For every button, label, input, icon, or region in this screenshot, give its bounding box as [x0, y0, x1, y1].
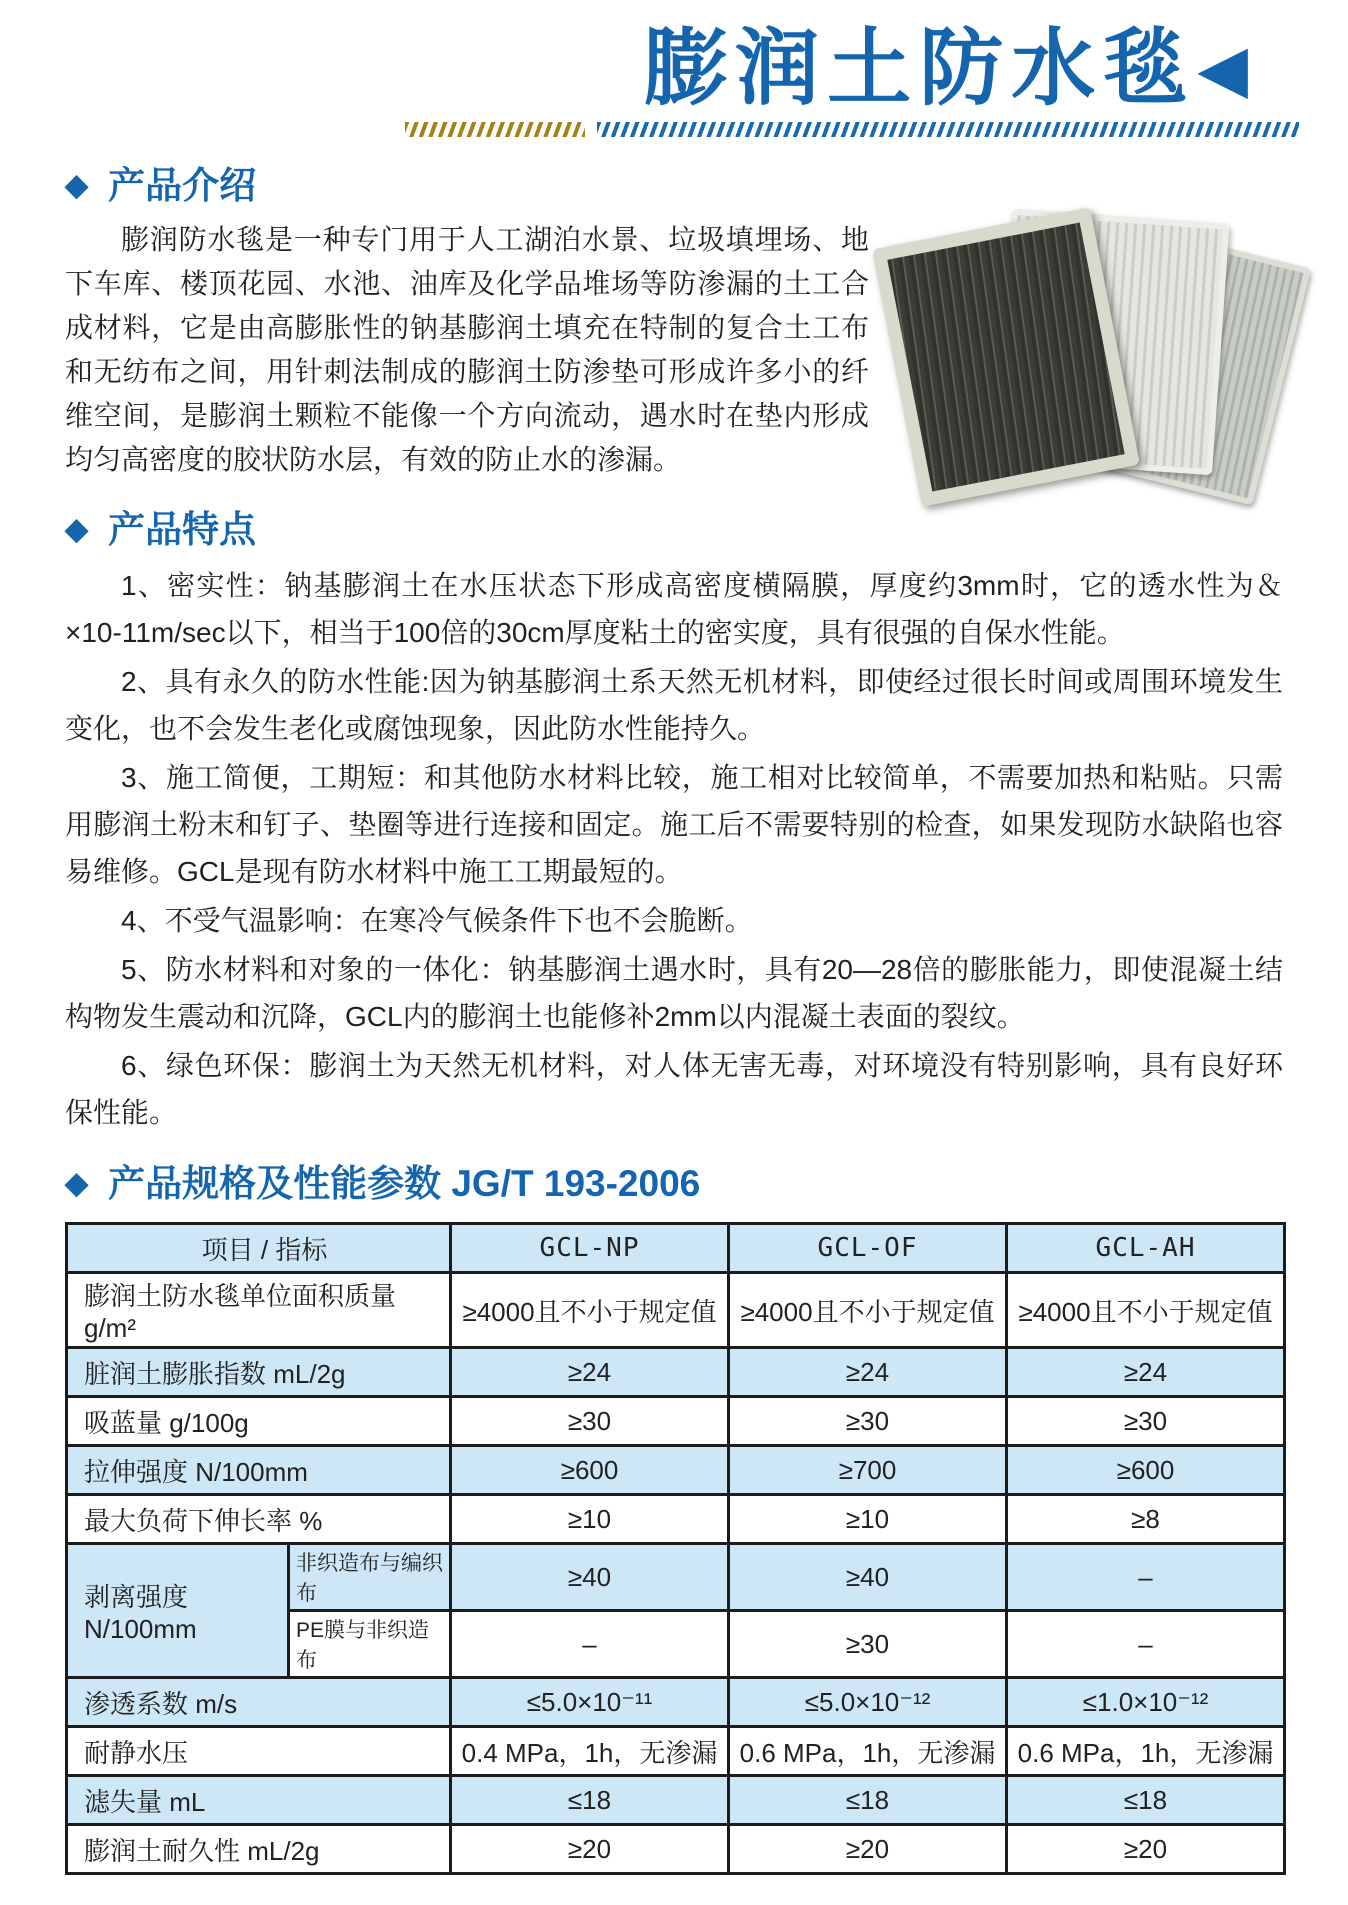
cell-value: ≥24	[1007, 1348, 1285, 1397]
cell-value: –	[1007, 1611, 1285, 1678]
cell-value: ≥4000且不小于规定值	[1007, 1273, 1285, 1348]
cell-value: ≥24	[729, 1348, 1007, 1397]
cell-value: ≥40	[729, 1544, 1007, 1611]
section-intro	[65, 164, 1283, 482]
gold-stripes-decor	[405, 122, 585, 137]
cell-value: ≥20	[729, 1825, 1007, 1874]
column-header: GCL-OF	[729, 1224, 1007, 1273]
blue-stripes-decor	[597, 122, 1299, 137]
page-title-text: 膨润土防水毯	[643, 18, 1196, 117]
document-header	[65, 20, 1283, 138]
diamond-icon: ◆	[65, 513, 89, 546]
table-row	[67, 1825, 1285, 1874]
cell-value: ≥4000且不小于规定值	[451, 1273, 729, 1348]
specs-heading	[65, 1162, 1283, 1206]
table-row	[67, 1727, 1285, 1776]
row-label: 脏润土膨胀指数 mL/2g	[67, 1348, 451, 1397]
features-heading-text: 产品特点	[108, 509, 257, 550]
row-label: 渗透系数 m/s	[67, 1678, 451, 1727]
feature-item-5: 5、防水材料和对象的一体化：钠基膨润土遇水时，具有20—28倍的膨胀能力，即使混凝土结构物发生震动和沉降，GCL内的膨润土也能修补2mm以内混凝土表面的裂纹。	[65, 954, 1283, 1032]
intro-body	[65, 218, 1283, 482]
column-header: GCL-AH	[1007, 1224, 1285, 1273]
cell-value: ≥30	[729, 1611, 1007, 1678]
cell-value: ≥700	[729, 1446, 1007, 1495]
section-features	[65, 508, 1283, 1136]
cell-value: ≥30	[451, 1397, 729, 1446]
page-title	[65, 20, 1248, 116]
row-label: 最大负荷下伸长率 %	[67, 1495, 451, 1544]
diamond-icon: ◆	[65, 1167, 89, 1200]
cell-value: ≥4000且不小于规定值	[729, 1273, 1007, 1348]
cell-value: 0.6 MPa，1h，无渗漏	[1007, 1727, 1285, 1776]
feature-item-6: 6、绿色环保：膨润土为天然无机材料，对人体无害无毒，对环境没有特别影响，具有良好环保性能。	[65, 1050, 1283, 1128]
cell-value: 0.6 MPa，1h，无渗漏	[729, 1727, 1007, 1776]
cell-value: –	[451, 1611, 729, 1678]
cell-value: ≤18	[451, 1776, 729, 1825]
table-header-row	[67, 1224, 1285, 1273]
column-header: 项目 / 指标	[67, 1224, 451, 1273]
feature-item-2: 2、具有永久的防水性能:因为钠基膨润土系天然无机材料，即使经过很长时间或周围环境发生变化，也不会发生老化或腐蚀现象，因此防水性能持久。	[65, 666, 1283, 744]
table-row	[67, 1273, 1285, 1348]
product-photo	[883, 212, 1283, 480]
row-label: 拉伸强度 N/100mm	[67, 1446, 451, 1495]
row-label: 滤失量 mL	[67, 1776, 451, 1825]
feature-item-1: 1、密实性：钠基膨润土在水压状态下形成高密度横隔膜，厚度约3mm时，它的透水性为＆×10-11m/sec以下，相当于100倍的30cm厚度粘土的密实度，具有很强的自保水性能。	[65, 570, 1283, 648]
table-row	[67, 1446, 1285, 1495]
spec-table	[65, 1222, 1286, 1875]
cell-value: ≥600	[451, 1446, 729, 1495]
cell-value: ≤5.0×10⁻¹¹	[451, 1678, 729, 1727]
cell-value: ≥40	[451, 1544, 729, 1611]
section-specs	[65, 1162, 1283, 1875]
cell-value: ≤1.0×10⁻¹²	[1007, 1678, 1285, 1727]
intro-paragraph: 膨润防水毯是一种专门用于人工湖泊水景、垃圾填埋场、地下车库、楼顶花园、水池、油库及化学品堆场等防渗漏的土工合成材料，它是由高膨胀性的钠基膨润土填充在特制的复合土工布和无纺布之间，用针刺法制成的膨润土防渗垫可形成许多小的纤维空间，是膨润土颗粒不能像一个方向流动，遇水时在垫内形成均匀高密度的胶状防水层，有效的防止水的渗漏。	[65, 224, 869, 475]
feature-item-3: 3、施工简便，工期短：和其他防水材料比较，施工相对比较简单，不需要加热和粘贴。只需用膨润土粉末和钉子、垫圈等进行连接和固定。施工后不需要特别的检查，如果发现防水缺陷也容易维修。GCL是现有防水材料中施工工期最短的。	[65, 762, 1283, 887]
column-header: GCL-NP	[451, 1224, 729, 1273]
cell-value: ≥30	[729, 1397, 1007, 1446]
specs-heading-text: 产品规格及性能参数 JG/T 193-2006	[108, 1163, 701, 1204]
left-arrow-icon: ◀	[1197, 29, 1248, 107]
cell-value: ≤18	[1007, 1776, 1285, 1825]
cell-value: ≥600	[1007, 1446, 1285, 1495]
features-heading	[65, 508, 1283, 552]
table-row	[67, 1678, 1285, 1727]
row-label: 剥离强度 N/100mm	[67, 1544, 289, 1678]
row-label: 膨润土防水毯单位面积质量 g/m²	[67, 1273, 451, 1348]
row-label: 耐静水压	[67, 1727, 451, 1776]
row-label: 膨润土耐久性 mL/2g	[67, 1825, 451, 1874]
cell-value: ≥24	[451, 1348, 729, 1397]
cell-value: 0.4 MPa，1h，无渗漏	[451, 1727, 729, 1776]
intro-heading	[65, 164, 1283, 208]
table-row	[67, 1348, 1285, 1397]
table-row	[67, 1544, 1285, 1611]
cell-value: ≥10	[451, 1495, 729, 1544]
cell-value: ≥20	[451, 1825, 729, 1874]
cell-value: ≥20	[1007, 1825, 1285, 1874]
cell-value: ≥8	[1007, 1495, 1285, 1544]
table-row	[67, 1776, 1285, 1825]
table-row	[67, 1397, 1285, 1446]
row-sublabel: PE膜与非织造布	[289, 1611, 451, 1678]
decorative-stripe-band	[65, 122, 1248, 138]
row-sublabel: 非织造布与编织布	[289, 1544, 451, 1611]
cell-value: ≥30	[1007, 1397, 1285, 1446]
feature-item-4: 4、不受气温影响：在寒冷气候条件下也不会脆断。	[121, 905, 753, 936]
intro-heading-text: 产品介绍	[108, 165, 257, 206]
cell-value: –	[1007, 1544, 1285, 1611]
cell-value: ≤18	[729, 1776, 1007, 1825]
cell-value: ≥10	[729, 1495, 1007, 1544]
diamond-icon: ◆	[65, 169, 89, 202]
table-row	[67, 1495, 1285, 1544]
row-label: 吸蓝量 g/100g	[67, 1397, 451, 1446]
cell-value: ≤5.0×10⁻¹²	[729, 1678, 1007, 1727]
